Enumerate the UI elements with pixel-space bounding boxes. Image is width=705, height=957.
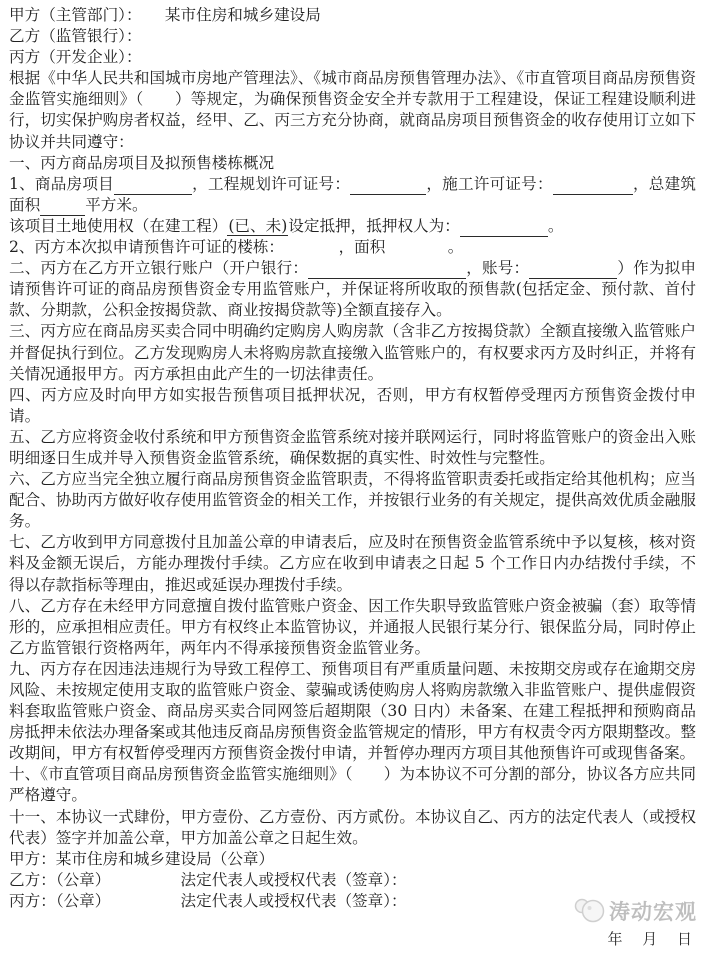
blank-underline xyxy=(114,178,192,195)
text-run: 十、《市直管项目商品房预售资金监管实施细则》（ ）为本协议不可分割的部分，协议各方应共同严格遵守。 xyxy=(9,765,696,805)
party-b-line xyxy=(9,26,696,47)
clause-2 xyxy=(9,258,696,321)
clause-4 xyxy=(9,385,696,427)
text-run: ，工程规划许可证号： xyxy=(191,174,351,193)
text-run: 乙方（监管银行）： xyxy=(9,27,142,46)
clause-1-2 xyxy=(9,237,696,258)
text-run: 甲方（主管部门）： 某市住房和城乡建设局 xyxy=(9,6,321,24)
blank-underline xyxy=(529,262,617,279)
blank-underline xyxy=(460,220,548,237)
clause-11 xyxy=(9,807,696,849)
text-run: 1、商品房项目 xyxy=(9,174,114,193)
text-run: 。 xyxy=(547,216,564,235)
text-run: 丙方：（公章） 法定代表人或授权代表（签章）： xyxy=(9,891,407,910)
text-run: 八、乙方存在未经甲方同意擅自拨付监管账户资金、因工作失职导致监管账户资金被骗（套）取等情形的，应承担相应责任。甲方有权终止本监管协议，并通报人民银行某分行、银保监分局，同时停止乙方监管银行资格两年，两年内不得承接预售资金监管业务。 xyxy=(9,596,696,657)
brand-logo-icon xyxy=(571,896,607,926)
preamble xyxy=(9,68,696,152)
blank-underline xyxy=(553,178,633,195)
clause-9 xyxy=(9,659,696,764)
section-1-heading xyxy=(9,153,696,174)
clause-3 xyxy=(9,321,696,384)
text-run: 乙方：（公章） 法定代表人或授权代表（签章）： xyxy=(9,870,407,889)
text-run: ，施工许可证号： xyxy=(426,174,553,193)
text-run: 二、丙方在乙方开立银行账户（开户银行： xyxy=(9,259,309,278)
signature-date-line: 年 月 日 xyxy=(607,930,692,948)
text-run: ，账号： xyxy=(466,259,530,278)
clause-10 xyxy=(9,764,696,806)
party-a-line xyxy=(9,5,696,26)
text-run: 三、丙方应在商品房买卖合同中明确约定购房人购房款（含非乙方按揭贷款）全额直接缴入监管账户并督促执行到位。乙方发现购房人未将购房款直接缴入监管账户的，有权要求丙方及时纠正，并将有关情况通报甲方。丙方承担由此产生的一切法律责任。 xyxy=(9,322,696,383)
blank-underline xyxy=(350,178,426,195)
clause-1-1 xyxy=(9,174,696,216)
party-c-line xyxy=(9,47,696,68)
clause-7 xyxy=(9,532,696,595)
text-run: 十一、本协议一式肆份，甲方壹份、乙方壹份、丙方贰份。本协议自乙、丙方的法定代表人（或授权代表）签字并加盖公章，甲方加盖公章之日起生效。 xyxy=(9,807,696,847)
text-run: 2、丙方本次拟申请预售许可证的楼栋： ，面积 。 xyxy=(9,238,464,257)
text-run: ，总建筑面积 xyxy=(9,174,696,214)
text-run: 七、乙方收到甲方同意拨付且加盖公章的申请表后，应及时在预售资金监管系统中予以复核，核对资料及金额无误后，方能办理拨付手续。乙方应在收到申请表之日起 5 个工作日内办结拨付手续，不得以存款指标等理由，推迟或延误办理拨付手续。 xyxy=(9,533,696,594)
brand-watermark-text: 涛动宏观 xyxy=(609,900,697,924)
signature-party-a xyxy=(9,849,696,870)
underlined-text: (已、未) xyxy=(228,216,288,235)
text-run: ）作为拟申请预售许可证的商品房预售资金专用监管账户，并保证将所收取的预售款(包括定金、预付款、首付款、分期款，公积金按揭贷款、商业按揭贷款等)全额直接存入。 xyxy=(9,259,696,320)
blank-underline xyxy=(40,199,85,216)
text-run: 该项目土地使用权（在建工程） xyxy=(9,216,228,235)
text-run: 四、丙方应及时向甲方如实报告预售项目抵押状况，否则，甲方有权暂停受理丙方预售资金拨付申请。 xyxy=(9,385,696,425)
text-run: 丙方（开发企业）： xyxy=(9,48,142,67)
text-run: 设定抵押，抵押权人为： xyxy=(288,216,460,235)
clause-8 xyxy=(9,596,696,659)
text-run: 六、乙方应当完全独立履行商品房预售资金监管职责，不得将监管职责委托或指定给其他机构；应当配合、协助丙方做好收存使用监管资金的相关工作，并按银行业务的有关规定，提供高效优质金融服务。 xyxy=(9,470,696,531)
text-run: 甲方：某市住房和城乡建设局（公章） xyxy=(9,849,275,868)
brand-watermark xyxy=(571,896,697,926)
text-run: 根据《中华人民共和国城市房地产管理法》、《城市商品房预售管理办法》、《市直管项目商品房预售资金监管实施细则》（ ）等规定，为确保预售资金安全并专款用于工程建设，保证工程建设顺利进行，切实保护购房者权益，经甲、乙、丙三方充分协商，就商品房项目预售资金的收存使用订立如下协议并共同遵守： xyxy=(9,69,696,151)
blank-underline xyxy=(308,262,466,279)
text-run: 九、丙方存在因违法违规行为导致工程停工、预售项目有严重质量问题、未按期交房或存在逾期交房风险、未按规定使用支取的监管账户资金、蒙骗或诱使购房人将购房款缴入非监管账户、提供虚假资料套取监管账户资金、商品房买卖合同网签后超期限（30 日内）未备案、在建工程抵押和预购商品房抵押未依法办理备案或其他违反商品房预售资金监管规定的情形，甲方有权责令丙方限期整改。整改期间，甲方有权暂停受理丙方预售资金拨付申请，并暂停办理丙方项目其他预售许可或现售备案。 xyxy=(9,659,696,763)
text-run: 平方米。 xyxy=(85,195,148,214)
text-run: 五、乙方应将资金收付系统和甲方预售资金监管系统对接并联网运行，同时将监管账户的资金出入账明细逐日生成并导入预售资金监管系统，确保数据的真实性、时效性与完整性。 xyxy=(9,427,696,467)
clause-5 xyxy=(9,427,696,469)
clause-1-1-mortgage xyxy=(9,216,696,237)
signature-party-b xyxy=(9,870,696,891)
text-run: 一、丙方商品房项目及拟预售楼栋概况 xyxy=(9,153,275,172)
clause-6 xyxy=(9,469,696,532)
